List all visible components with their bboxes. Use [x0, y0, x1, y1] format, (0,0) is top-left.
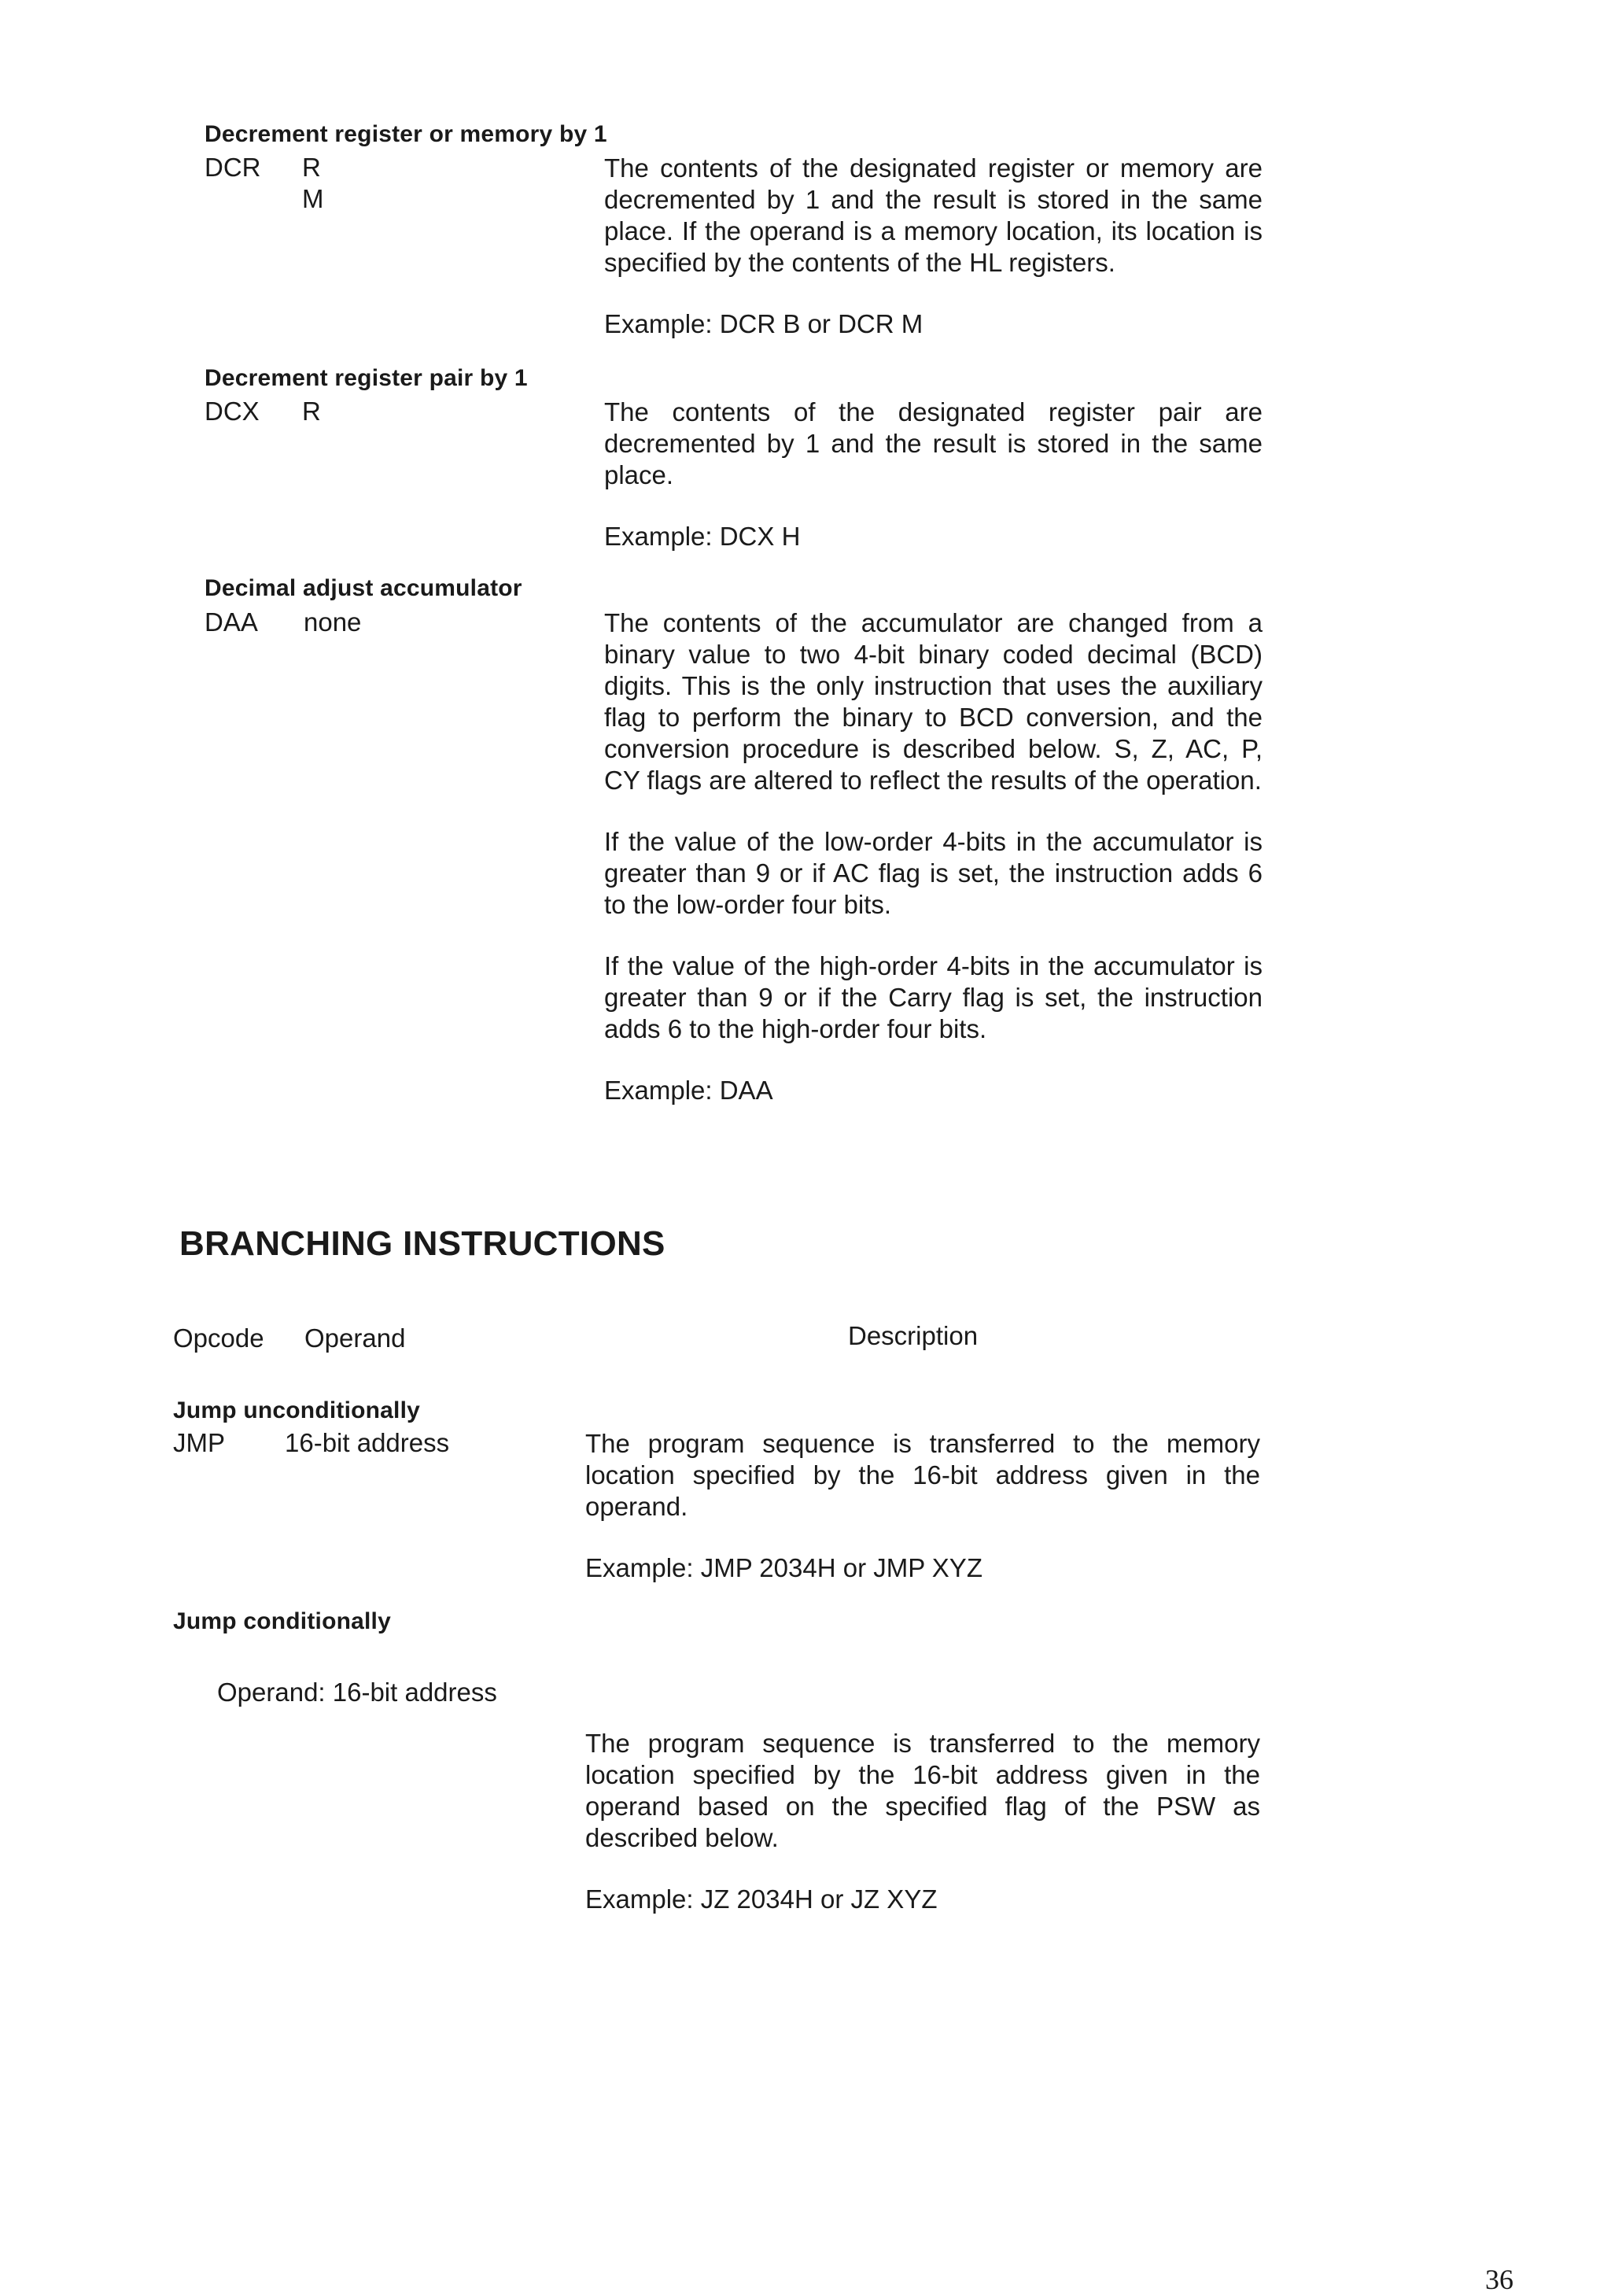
dcr-opcode: DCR — [205, 153, 261, 182]
jcond-example: Example: JZ 2034H or JZ XYZ — [585, 1884, 938, 1914]
dcr-operand-r: R — [302, 153, 321, 182]
dcr-description — [604, 153, 1263, 370]
col-operand-header: Operand — [304, 1323, 406, 1353]
jmp-example: Example: JMP 2034H or JMP XYZ — [585, 1553, 982, 1582]
dcx-title: Decrement register pair by 1 — [205, 365, 528, 391]
daa-description — [604, 607, 1263, 1136]
dcr-example: Example: DCR B or DCR M — [604, 309, 923, 338]
jmp-title: Jump unconditionally — [173, 1397, 421, 1423]
daa-example: Example: DAA — [604, 1076, 773, 1105]
col-opcode-header: Opcode — [173, 1323, 264, 1353]
dcr-title: Decrement register or memory by 1 — [205, 121, 607, 147]
daa-desc-paragraph: The contents of the accumulator are changed from a binary value to two 4-bit binary coded decimal (BCD) digits. This is the only instruction that uses the auxiliary flag to perform the binary to BCD conversion, and the conversion procedure is described below. S, Z, AC, P, CY flags are altered to reflect the results of the operation. — [604, 608, 1263, 795]
dcx-example: Example: DCX H — [604, 522, 801, 551]
dcx-description — [604, 397, 1263, 582]
daa-opcode: DAA — [205, 607, 258, 637]
dcx-opcode: DCX — [205, 397, 260, 426]
jcond-title: Jump conditionally — [173, 1608, 391, 1634]
col-description-header: Description — [848, 1321, 979, 1350]
dcx-desc-paragraph: The contents of the designated register pair are decremented by 1 and the result is stored in the same place. — [604, 397, 1263, 489]
daa-operand: none — [304, 607, 362, 637]
jcond-operand-line: Operand: 16-bit address — [217, 1678, 497, 1707]
daa-low-order-paragraph: If the value of the low-order 4-bits in the accumulator is greater than 9 or if AC flag is set, the instruction adds 6 to the low-order four bits. — [604, 827, 1263, 919]
dcr-desc-paragraph: The contents of the designated register or memory are decremented by 1 and the result is stored in the same place. If the operand is a memory location, its location is specified by the contents of the HL registers. — [604, 153, 1263, 277]
dcr-operand-m: M — [302, 184, 324, 213]
jmp-opcode: JMP — [173, 1428, 225, 1457]
dcx-operand: R — [302, 397, 321, 426]
daa-high-order-paragraph: If the value of the high-order 4-bits in the accumulator is greater than 9 or if the Carry flag is set, the instruction adds 6 to the high-order four bits. — [604, 951, 1263, 1043]
jcond-desc-paragraph: The program sequence is transferred to the memory location specified by the 16-bit address given in the operand based on the specified flag of the PSW as described below. — [585, 1729, 1260, 1852]
section-heading: BRANCHING INSTRUCTIONS — [179, 1224, 665, 1263]
jmp-desc-paragraph: The program sequence is transferred to the memory location specified by the 16-bit address given in the operand. — [585, 1429, 1260, 1521]
jcond-description — [585, 1728, 1260, 1945]
page-number: 36 — [1485, 2264, 1513, 2295]
jmp-description — [585, 1428, 1260, 1614]
daa-title: Decimal adjust accumulator — [205, 575, 522, 601]
jmp-operand: 16-bit address — [285, 1428, 450, 1457]
